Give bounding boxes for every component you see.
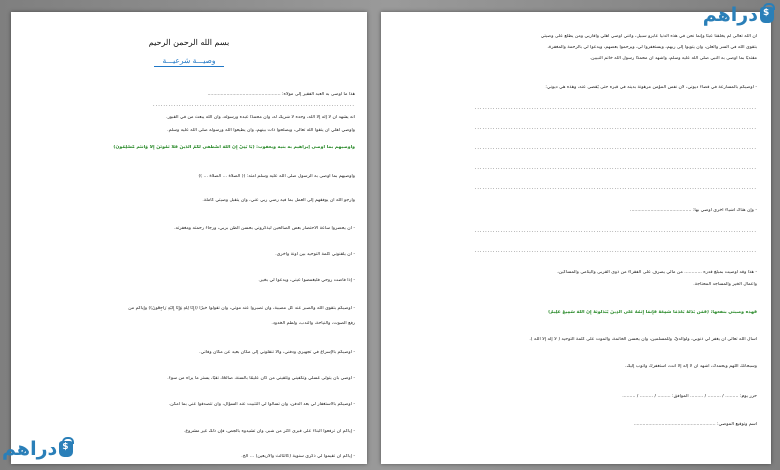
left-line-8: - أن يحضروا ساعة الاحتضار بعض الصالحين ليذكروني بحسن الظن بربي، ورجاء رحمته ومغفرته. bbox=[174, 226, 355, 231]
debt-row-3: ............................................................................................................. bbox=[474, 145, 757, 151]
left-line-6: وأوصيهم بما أوصى به الرسول صلى الله عليه وسلم أمته: (( الصلاة ... الصلاة ... )) bbox=[198, 174, 355, 179]
left-line-7: وأرجو الله أن يوفقهم إلى العمل بما فيه رضي ربي عني، وأن يتقبل وصيتي كاملة. bbox=[202, 198, 355, 203]
logo-text: دراهم bbox=[702, 4, 758, 26]
left-line-12: رفع الصوت، والنياحة، والندب، ولطم الخدود. bbox=[271, 321, 355, 326]
right-line-7: وأعمال الخير والمساجد المحتاجة. bbox=[693, 282, 757, 287]
left-line-10: - إذا فاضت روحي فليغمضوا عيني، ويدعوا لي بخير. bbox=[258, 278, 355, 283]
right-line-10: وسبحانك اللهم وبحمدك، أشهد أن لا إله إلا أنت، أستغفرك وأتوب إليك. bbox=[625, 364, 757, 369]
right-line-6: - هذا وقد أوصيت بمبلغ قدره ............ من مالي يصرف على الفقراء من ذوي القربى واليتامى والمساكين، bbox=[557, 270, 757, 275]
left-line-4: وأوصي أهلي أن يتقوا الله تعالى، ويصلحوا ذات بينهم، وأن يطيعوا الله ورسوله صلى الله عليه وسلم. bbox=[167, 128, 355, 133]
left-line-5: وأوصيهم بما أوصى إبراهيم به بنيه ويعقوب: (يَا بَنِيَّ إِنَّ اللَّهَ اصْطَفَى لَكُمُ الدِّينَ فَلَا تَمُوتُنَّ إِلَّا وَأَنتُم مُّسْلِمُونَ) bbox=[113, 145, 355, 150]
bismillah-heading: بسم الله الرحمن الرحيم bbox=[148, 38, 230, 47]
other-row-2: ............................................................................................................. bbox=[474, 248, 757, 254]
right-line-1: أن الله تعالى لم يخلقنا عبثًا وإنما نحن في هذه الدنيا عابرو سبيل، وأنني أوصي أهلي وأقاربي ومن يطلع على وصيتي bbox=[540, 34, 757, 39]
page-right bbox=[381, 12, 771, 464]
left-line-9: - أن يلقنوني كلمة التوحيد بين آونة وأخرى. bbox=[275, 252, 355, 257]
left-line-2: .............................................................................. bbox=[153, 102, 355, 108]
left-line-14: - أوصي بأن يتولى غسلي وتكفيني وتلقيني من كان عليمًا بالسنة، صالحًا، تقيًا، يستر ما يراه من سوء. bbox=[167, 376, 355, 381]
other-row-1: ............................................................................................................. bbox=[474, 228, 757, 234]
right-line-3: مقتديًا بما أوصى به النبي صلى الله عليه وسلم، وأشهد أن محمدًا رسول الله خاتم النبيين. bbox=[589, 56, 757, 61]
right-line-5: - وإن هناك أشياء أخرى أوصي بها: .......................................... bbox=[630, 208, 757, 213]
left-line-15: - أوصيكم بالاستغفار لي بعد الدفن، وأن تسألوا لي التثبيت عند السؤال، وأن تتصدقوا عني بما أمكن. bbox=[168, 402, 355, 407]
left-line-11: - أوصيكم بتقوى الله والصبر عند كل مصيبة، وأن تصبروا عند موتي، وأن تقولوا خيرًا ((إِنَّا لِلَّهِ وَإِنَّا إِلَيْهِ رَاجِعُونَ)) وإياكم من bbox=[128, 306, 355, 311]
debt-row-5: ............................................................................................................. bbox=[474, 185, 757, 191]
right-line-4: - أوصيكم بالمسارعة في قضاء ديوني، لأن نفس المؤمن مرهونة بدينه في قبره حتى يُقضى عنه، وهذه هي ديوني: bbox=[545, 85, 757, 90]
left-line-17: - إياكم أن تقيموا لي ذكرى سنوية (كالثالث والأربعين) ... الخ. bbox=[241, 454, 355, 459]
debt-row-2: ............................................................................................................. bbox=[474, 125, 757, 131]
debt-row-4: ............................................................................................................. bbox=[474, 165, 757, 171]
left-line-16: - إياكم أن ترفعوا البناء على قبري أكثر من شبر، وأن تشيدوه بالجص، فإن ذلك غير مشروع. bbox=[183, 429, 355, 434]
money-bag-icon bbox=[59, 441, 73, 457]
signature-line: اسم وتوقيع الموصي: ........................................................ bbox=[633, 422, 757, 427]
right-line-2: بتقوى الله في السر والعلن، وأن يتوبوا إلى ربهم، ويستغفروا لي، ويرحموا بعضهم، ويدعوا لي بالرحمة والمغفرة، bbox=[547, 45, 757, 50]
left-line-13: - أوصيكم بالإسراع في تجهيزي ودفني، وألا تنقلوني إلى مكان بعيد عن مكان وفاتي. bbox=[199, 350, 355, 355]
site-logo-top bbox=[703, 4, 774, 26]
left-line-3: أنه يشهد أن لا إله إلا الله، وحده لا شريك له، وأن محمدًا عبده ورسوله، وأن الله يبعث من في القبور. bbox=[166, 115, 355, 120]
logo-text: دراهم bbox=[2, 438, 58, 460]
document-title: وصيـــة شرعيـــة bbox=[154, 56, 224, 67]
debt-row-1: ............................................................................................................. bbox=[474, 105, 757, 111]
money-bag-icon bbox=[760, 7, 774, 23]
right-line-8: فهذه وصيتي بنفعها: (فَمَن بَدَّلَهُ بَعْدَمَا سَمِعَهُ فَإِنَّمَا إِثْمُهُ عَلَى الَّذِينَ يُبَدِّلُونَهُ إِنَّ اللَّهَ سَمِيعٌ عَلِيمٌ) bbox=[548, 310, 757, 315]
right-line-9: أسأل الله تعالى أن يغفر لي ذنوبي، ولوالديّ، وللمسلمين، وأن يحسن الخاتمة، والموت على كلمة التوحيد ( لا إله إلا الله ). bbox=[529, 337, 757, 342]
site-logo-bottom bbox=[2, 438, 73, 460]
page-left bbox=[11, 12, 367, 464]
date-line: حرر يوم: ......... / ......... / ......... الموافق: ......... / ......... / ......... bbox=[622, 394, 757, 399]
left-line-1: هذا ما أوصى به العبد الفقير إلى مولاه: .................................................. bbox=[207, 92, 355, 97]
